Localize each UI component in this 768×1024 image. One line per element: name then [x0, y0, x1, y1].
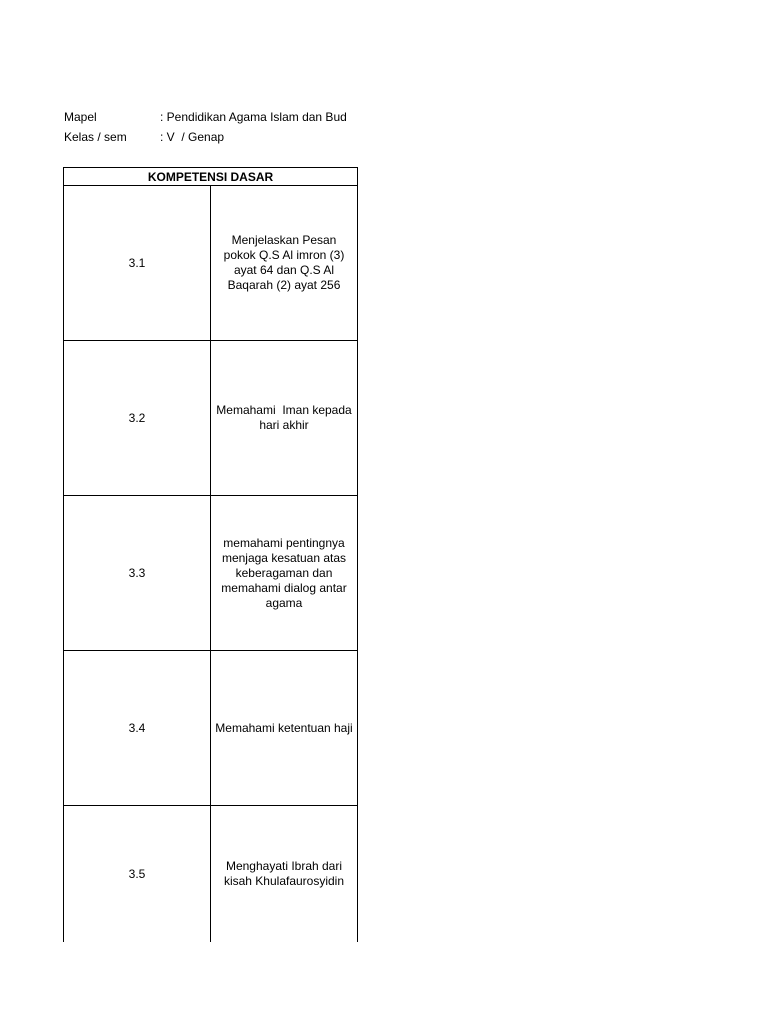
mapel-value: : Pendidikan Agama Islam dan Bud	[160, 110, 347, 124]
kd-number: 3.2	[64, 341, 211, 496]
kd-number: 3.3	[64, 496, 211, 651]
table-heading: KOMPETENSI DASAR	[64, 168, 358, 186]
table-header-row	[64, 168, 358, 186]
kd-number: 3.1	[64, 186, 211, 341]
kd-number: 3.5	[64, 806, 211, 943]
table-row	[64, 651, 358, 806]
kd-description: Memahami Iman kepada hari akhir	[211, 341, 358, 496]
kd-description: Memahami ketentuan haji	[211, 651, 358, 806]
kd-description: memahami pentingnya menjaga kesatuan atas keberagaman dan memahami dialog antar agama	[211, 496, 358, 651]
kd-number: 3.4	[64, 651, 211, 806]
kelas-value: : V / Genap	[160, 130, 225, 144]
kd-description: Menghayati Ibrah dari kisah Khulafaurosyidin	[211, 806, 358, 943]
kd-description: Menjelaskan Pesan pokok Q.S Al imron (3) ayat 64 dan Q.S Al Baqarah (2) ayat 256	[211, 186, 358, 341]
table-row	[64, 496, 358, 651]
table-row	[64, 806, 358, 943]
kelas-label: Kelas / sem	[64, 130, 127, 144]
mapel-label: Mapel	[64, 110, 97, 124]
table-row	[64, 341, 358, 496]
kompetensi-dasar-table	[63, 167, 358, 942]
table-row	[64, 186, 358, 341]
